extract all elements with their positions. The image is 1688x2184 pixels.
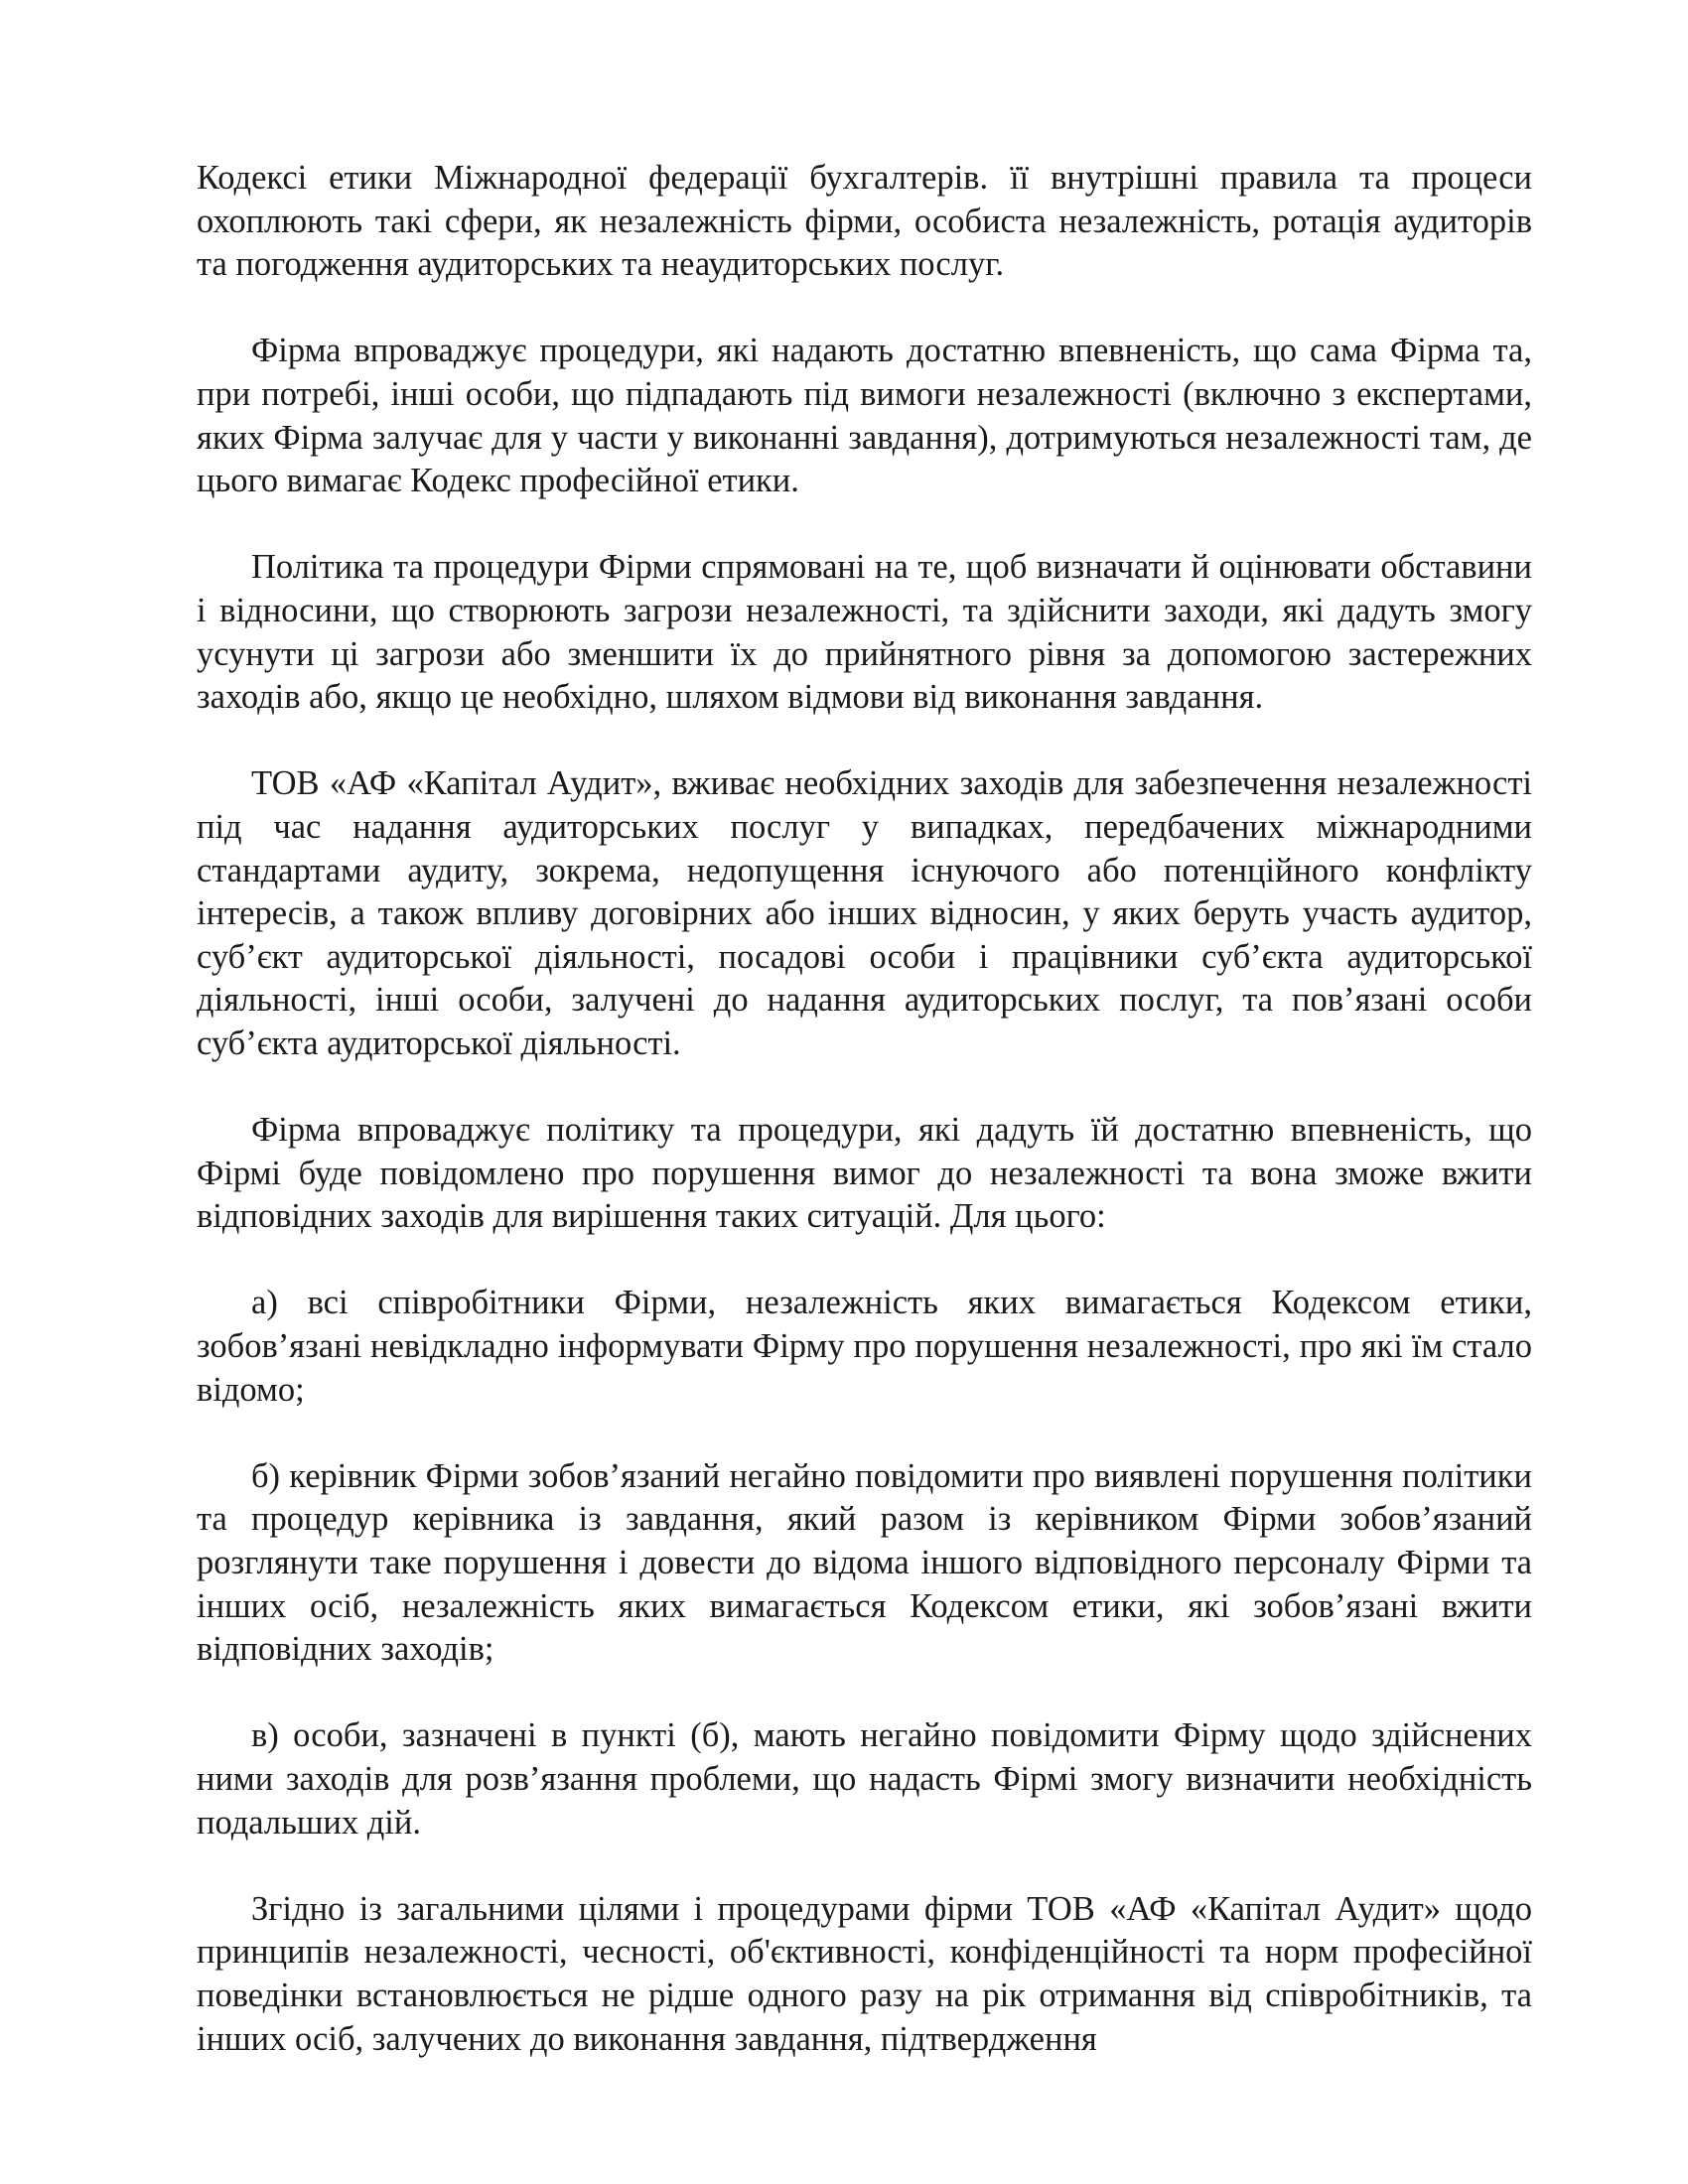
paragraph-firm-procedures: Фірма впроваджує процедури, які надають достатню впевненість, що сама Фірма та, при потребі, інші особи, що підпадають під вимоги незалежності (включно з експертами, яких Фірма залучає для у части у виконанні завдання), дотримуються незалежності там, де цього вимагає Кодекс професійної етики. bbox=[197, 332, 1532, 500]
paragraph-annual-confirmation: Згідно із загальними цілями і процедурами фірми ТОВ «АФ «Капітал Аудит» щодо принципів незалежності, чесності, об'єктивності, конфіденційності та норм професійної поведінки встановлюється не рідше одного разу на рік отримання від співробітників, та інших осіб, залучених до виконання завдання, підтвердження bbox=[197, 1889, 1532, 2058]
paragraph-threat-assessment: Політика та процедури Фірми спрямовані на те, щоб визначати й оцінювати обставини і відносини, що створюють загрози незалежності, та здійснити заходи, які дадуть змогу усунути ці загрози або зменшити їх до прийнятного рівня за допомогою застережних заходів або, якщо це необхідно, шляхом відмови від виконання завдання. bbox=[197, 548, 1532, 717]
paragraph-violation-notification: Фірма впроваджує політику та процедури, які дадуть їй достатню впевненість, що Фірмі буде повідомлено про порушення вимог до незалежності та вона зможе вжити відповідних заходів для вирішення таких ситуацій. Для цього: bbox=[197, 1111, 1532, 1236]
list-item-c: в) особи, зазначені в пункті (б), мають негайно повідомити Фірму щодо здійснених ними заходів для розв’язання проблеми, що надасть Фірмі змогу визначити необхідність подальших дій. bbox=[197, 1716, 1532, 1842]
paragraph-independence-rules: Кодексі етики Міжнародної федерації бухгалтерів. її внутрішні правила та процеси охоплюють такі сфери, як незалежність фірми, особиста незалежність, ротація аудиторів та погодження аудиторських та неаудиторських послуг. bbox=[197, 159, 1532, 284]
paragraph-conflict-of-interest: ТОВ «АФ «Капітал Аудит», вживає необхідних заходів для забезпечення незалежності під час надання аудиторських послуг у випадках, передбачених міжнародними стандартами аудиту, зокрема, недопущення існуючого або потенційного конфлікту інтересів, а також впливу договірних або інших відносин, у яких беруть участь аудитор, суб’єкт аудиторської діяльності, посадові особи і працівники суб’єкта аудиторської діяльності, інші особи, залучені до надання аудиторських послуг, та пов’язані особи суб’єкта аудиторської діяльності. bbox=[197, 764, 1532, 1062]
document-page bbox=[197, 157, 1532, 2061]
list-item-b: б) керівник Фірми зобов’язаний негайно повідомити про виявлені порушення політики та процедур керівника із завдання, який разом із керівником Фірми зобов’язаний розглянути таке порушення і довести до відома іншого відповідного персоналу Фірми та інших осіб, незалежність яких вимагається Кодексом етики, які зобов’язані вжити відповідних заходів; bbox=[197, 1456, 1532, 1669]
list-item-a: а) всі співробітники Фірми, незалежність яких вимагається Кодексом етики, зобов’язані невідкладно інформувати Фірму про порушення незалежності, про які їм стало відомо; bbox=[197, 1284, 1532, 1409]
